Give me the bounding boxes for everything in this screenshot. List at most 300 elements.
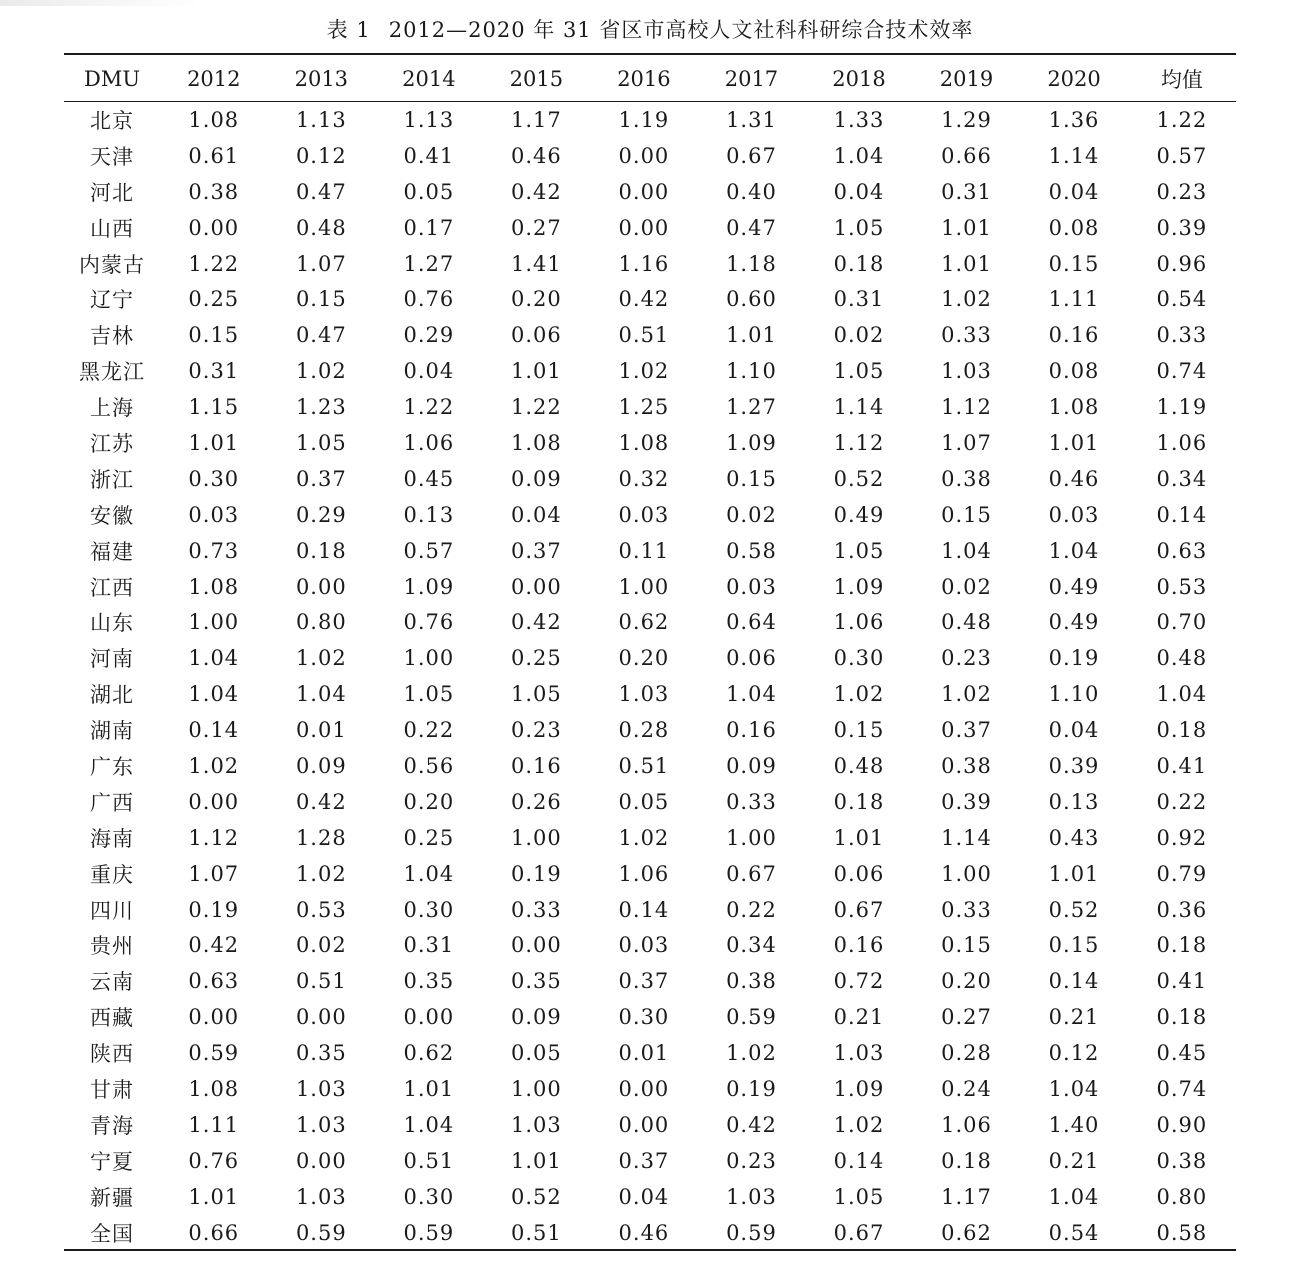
efficiency-value-cell: 1.31 [726, 107, 777, 132]
table-row [64, 101, 1236, 138]
efficiency-value-cell: 0.59 [188, 1041, 240, 1066]
efficiency-value-cell: 0.96 [1156, 251, 1208, 276]
efficiency-value-cell: 0.39 [941, 789, 992, 814]
efficiency-value-cell: 1.33 [833, 107, 885, 132]
efficiency-value-cell: 0.04 [403, 359, 455, 384]
efficiency-value-cell: 0.00 [618, 1112, 670, 1137]
efficiency-value-cell: 0.31 [833, 287, 885, 312]
efficiency-value-cell: 1.11 [1048, 287, 1100, 312]
efficiency-value-cell: 0.31 [188, 359, 240, 384]
column-header: 2014 [402, 66, 456, 91]
efficiency-value-cell: 0.35 [403, 969, 455, 994]
efficiency-value-cell: 0.09 [726, 753, 777, 778]
efficiency-value-cell: 0.67 [833, 897, 885, 922]
efficiency-value-cell: 0.42 [618, 287, 670, 312]
efficiency-value-cell: 1.41 [511, 251, 562, 276]
efficiency-value-cell: 0.38 [726, 969, 777, 994]
region-name-cell: 河南 [90, 647, 135, 672]
efficiency-value-cell: 0.41 [1156, 969, 1208, 994]
efficiency-value-cell: 0.15 [1048, 251, 1100, 276]
region-name-cell: 辽宁 [90, 288, 135, 313]
efficiency-value-cell: 0.15 [941, 933, 992, 958]
efficiency-value-cell: 0.15 [188, 323, 240, 348]
efficiency-value-cell: 0.03 [726, 574, 777, 599]
table-row [64, 1179, 1236, 1215]
efficiency-value-cell: 0.52 [511, 1184, 562, 1209]
efficiency-value-cell: 0.23 [511, 718, 562, 743]
efficiency-value-cell: 0.70 [1156, 610, 1208, 635]
region-name-cell: 安徽 [90, 503, 135, 528]
efficiency-value-cell: 1.00 [403, 646, 455, 671]
region-name-cell: 北京 [90, 108, 135, 133]
efficiency-value-cell: 0.51 [618, 753, 670, 778]
efficiency-value-cell: 1.05 [833, 1184, 885, 1209]
efficiency-value-cell: 0.63 [1156, 538, 1208, 563]
table-row [64, 389, 1236, 425]
efficiency-value-cell: 0.28 [618, 718, 670, 743]
efficiency-value-cell: 0.33 [726, 789, 777, 814]
efficiency-value-cell: 0.16 [833, 933, 885, 958]
efficiency-value-cell: 0.14 [1156, 502, 1208, 527]
efficiency-value-cell: 0.43 [1048, 825, 1100, 850]
efficiency-value-cell: 0.25 [188, 287, 240, 312]
efficiency-value-cell: 0.02 [295, 933, 347, 958]
efficiency-value-cell: 1.06 [1156, 430, 1208, 455]
efficiency-value-cell: 0.48 [941, 610, 992, 635]
efficiency-value-cell: 0.41 [403, 143, 455, 168]
efficiency-value-cell: 0.23 [1156, 179, 1208, 204]
table-row [64, 856, 1236, 892]
efficiency-value-cell: 0.20 [403, 789, 455, 814]
efficiency-value-cell: 0.37 [511, 538, 562, 563]
efficiency-value-cell: 0.76 [403, 610, 455, 635]
efficiency-value-cell: 1.03 [295, 1076, 347, 1101]
efficiency-value-cell: 1.36 [1048, 107, 1100, 132]
region-name-cell: 福建 [90, 539, 135, 564]
efficiency-value-cell: 0.22 [726, 897, 777, 922]
efficiency-value-cell: 1.18 [726, 251, 777, 276]
table-row [64, 317, 1236, 353]
efficiency-value-cell: 1.04 [1048, 538, 1100, 563]
efficiency-value-cell: 0.25 [511, 646, 562, 671]
efficiency-value-cell: 0.33 [511, 897, 562, 922]
region-name-cell: 上海 [90, 396, 135, 421]
efficiency-value-cell: 0.15 [1048, 933, 1100, 958]
efficiency-value-cell: 0.31 [941, 179, 992, 204]
efficiency-value-cell: 0.30 [833, 646, 885, 671]
table-row [64, 748, 1236, 784]
efficiency-value-cell: 0.19 [726, 1076, 777, 1101]
efficiency-value-cell: 0.04 [833, 179, 885, 204]
efficiency-value-cell: 1.11 [188, 1112, 240, 1137]
efficiency-value-cell: 0.00 [618, 179, 670, 204]
table-row [64, 569, 1236, 605]
region-name-cell: 湖南 [90, 719, 135, 744]
efficiency-value-cell: 1.01 [403, 1076, 455, 1101]
efficiency-value-cell: 0.39 [1048, 753, 1100, 778]
region-name-cell: 甘肃 [90, 1077, 135, 1102]
efficiency-value-cell: 0.63 [188, 969, 240, 994]
table-row [64, 999, 1236, 1035]
efficiency-value-cell: 1.01 [511, 359, 562, 384]
efficiency-value-cell: 1.14 [1048, 143, 1100, 168]
efficiency-value-cell: 0.00 [618, 215, 670, 240]
efficiency-value-cell: 1.05 [833, 215, 885, 240]
region-name-cell: 江苏 [90, 431, 135, 456]
efficiency-value-cell: 0.18 [1156, 718, 1208, 743]
efficiency-value-cell: 0.05 [403, 179, 455, 204]
table-row [64, 1035, 1236, 1071]
efficiency-value-cell: 0.01 [618, 1041, 670, 1066]
efficiency-value-cell: 0.15 [833, 718, 885, 743]
efficiency-value-cell: 1.01 [941, 251, 992, 276]
efficiency-value-cell: 0.02 [941, 574, 992, 599]
region-name-cell: 西藏 [90, 1006, 135, 1031]
efficiency-value-cell: 0.42 [511, 610, 562, 635]
efficiency-value-cell: 0.62 [403, 1041, 455, 1066]
efficiency-value-cell: 0.49 [1048, 610, 1100, 635]
column-header: 均值 [1160, 67, 1203, 92]
efficiency-value-cell: 0.38 [941, 466, 992, 491]
region-name-cell: 山西 [90, 216, 135, 241]
table-row [64, 927, 1236, 963]
efficiency-value-cell: 0.27 [511, 215, 562, 240]
efficiency-value-cell: 0.00 [295, 1148, 347, 1173]
efficiency-value-cell: 1.04 [1048, 1076, 1100, 1101]
efficiency-value-cell: 0.12 [295, 143, 347, 168]
efficiency-value-cell: 0.15 [941, 502, 992, 527]
column-header: 2015 [509, 66, 564, 91]
efficiency-value-cell: 1.02 [833, 1112, 885, 1137]
efficiency-value-cell: 1.04 [403, 1112, 455, 1137]
efficiency-value-cell: 0.66 [188, 1220, 240, 1245]
efficiency-value-cell: 1.28 [295, 825, 347, 850]
efficiency-value-cell: 1.03 [511, 1112, 562, 1137]
efficiency-value-cell: 1.02 [295, 861, 347, 886]
efficiency-value-cell: 1.00 [941, 861, 992, 886]
efficiency-value-cell: 1.03 [726, 1184, 777, 1209]
efficiency-value-cell: 0.09 [511, 466, 562, 491]
efficiency-value-cell: 0.51 [511, 1220, 562, 1245]
efficiency-value-cell: 0.30 [618, 1005, 670, 1030]
efficiency-value-cell: 1.08 [618, 430, 670, 455]
efficiency-value-cell: 1.22 [1156, 107, 1208, 132]
efficiency-value-cell: 0.25 [403, 825, 455, 850]
efficiency-value-cell: 1.09 [403, 574, 455, 599]
table-row [64, 963, 1236, 999]
efficiency-value-cell: 0.13 [1048, 789, 1100, 814]
efficiency-value-cell: 0.13 [403, 502, 455, 527]
efficiency-value-cell: 1.06 [941, 1112, 992, 1137]
efficiency-value-cell: 0.48 [833, 753, 885, 778]
efficiency-value-cell: 0.51 [295, 969, 347, 994]
efficiency-value-cell: 0.42 [511, 179, 562, 204]
efficiency-value-cell: 1.05 [295, 430, 347, 455]
efficiency-value-cell: 1.27 [726, 395, 777, 420]
efficiency-value-cell: 0.57 [1156, 143, 1208, 168]
efficiency-value-cell: 1.00 [511, 1076, 562, 1101]
efficiency-value-cell: 0.00 [295, 574, 347, 599]
efficiency-value-cell: 1.17 [511, 107, 562, 132]
efficiency-value-cell: 0.54 [1156, 287, 1208, 312]
table-row [64, 138, 1236, 174]
efficiency-value-cell: 0.18 [833, 789, 885, 814]
efficiency-value-cell: 1.00 [726, 825, 777, 850]
efficiency-value-cell: 0.58 [726, 538, 777, 563]
efficiency-value-cell: 0.30 [188, 466, 240, 491]
efficiency-value-cell: 1.25 [618, 395, 670, 420]
table-row [64, 246, 1236, 282]
efficiency-value-cell: 0.22 [1156, 789, 1208, 814]
efficiency-value-cell: 0.14 [833, 1148, 885, 1173]
efficiency-value-cell: 0.16 [511, 753, 562, 778]
efficiency-value-cell: 0.14 [188, 718, 240, 743]
efficiency-value-cell: 1.19 [1156, 395, 1208, 420]
efficiency-value-cell: 0.12 [1048, 1041, 1100, 1066]
efficiency-value-cell: 0.38 [188, 179, 240, 204]
efficiency-value-cell: 0.18 [941, 1148, 992, 1173]
efficiency-value-cell: 1.22 [188, 251, 240, 276]
efficiency-value-cell: 0.59 [726, 1220, 777, 1245]
efficiency-value-cell: 0.32 [618, 466, 670, 491]
efficiency-value-cell: 0.15 [726, 466, 777, 491]
efficiency-value-cell: 0.46 [618, 1220, 670, 1245]
efficiency-value-cell: 0.11 [618, 538, 670, 563]
efficiency-value-cell: 0.00 [511, 933, 562, 958]
region-name-cell: 全国 [90, 1221, 135, 1246]
efficiency-value-cell: 0.47 [295, 323, 347, 348]
region-name-cell: 四川 [90, 898, 135, 923]
efficiency-value-cell: 0.29 [295, 502, 347, 527]
efficiency-value-cell: 1.03 [295, 1112, 347, 1137]
efficiency-value-cell: 1.03 [618, 682, 670, 707]
efficiency-value-cell: 0.08 [1048, 215, 1100, 240]
table-row [64, 533, 1236, 569]
efficiency-value-cell: 0.16 [726, 718, 777, 743]
efficiency-value-cell: 0.79 [1156, 861, 1208, 886]
efficiency-value-cell: 0.06 [511, 323, 562, 348]
table-row [64, 1071, 1236, 1107]
efficiency-value-cell: 1.04 [1048, 1184, 1100, 1209]
efficiency-value-cell: 1.08 [1048, 395, 1100, 420]
efficiency-value-cell: 0.09 [295, 753, 347, 778]
efficiency-value-cell: 1.04 [726, 682, 777, 707]
efficiency-value-cell: 0.47 [726, 215, 777, 240]
efficiency-value-cell: 1.09 [833, 1076, 885, 1101]
efficiency-value-cell: 0.24 [941, 1076, 992, 1101]
efficiency-value-cell: 1.09 [833, 574, 885, 599]
efficiency-value-cell: 0.73 [188, 538, 240, 563]
efficiency-value-cell: 0.19 [1048, 646, 1100, 671]
efficiency-value-cell: 1.06 [403, 430, 455, 455]
efficiency-value-cell: 1.02 [618, 359, 670, 384]
efficiency-value-cell: 1.01 [833, 825, 885, 850]
table-row [64, 820, 1236, 856]
efficiency-value-cell: 0.04 [511, 502, 562, 527]
table-row [64, 353, 1236, 389]
efficiency-value-cell: 0.18 [833, 251, 885, 276]
efficiency-value-cell: 0.80 [1156, 1184, 1208, 1209]
efficiency-value-cell: 1.19 [618, 107, 670, 132]
efficiency-value-cell: 1.04 [188, 682, 240, 707]
region-name-cell: 黑龙江 [79, 360, 146, 385]
efficiency-value-cell: 1.02 [941, 682, 992, 707]
table-body [64, 101, 1236, 1251]
table-row [64, 1143, 1236, 1179]
efficiency-value-cell: 0.15 [295, 287, 347, 312]
efficiency-value-cell: 0.38 [941, 753, 992, 778]
efficiency-value-cell: 0.20 [941, 969, 992, 994]
efficiency-value-cell: 0.34 [726, 933, 777, 958]
efficiency-value-cell: 0.45 [1156, 1041, 1208, 1066]
efficiency-value-cell: 0.51 [403, 1148, 455, 1173]
table-row [64, 784, 1236, 820]
efficiency-value-cell: 0.18 [1156, 933, 1208, 958]
efficiency-value-cell: 0.66 [941, 143, 992, 168]
efficiency-value-cell: 1.14 [833, 395, 885, 420]
efficiency-value-cell: 0.19 [511, 861, 562, 886]
efficiency-value-cell: 0.37 [941, 718, 992, 743]
efficiency-value-cell: 1.07 [295, 251, 347, 276]
efficiency-value-cell: 0.67 [726, 861, 777, 886]
region-name-cell: 重庆 [90, 862, 135, 887]
efficiency-value-cell: 0.47 [295, 179, 347, 204]
efficiency-value-cell: 1.16 [618, 251, 670, 276]
efficiency-value-cell: 0.52 [1048, 897, 1100, 922]
efficiency-value-cell: 1.04 [295, 682, 347, 707]
efficiency-value-cell: 0.53 [1156, 574, 1208, 599]
efficiency-value-cell: 0.18 [1156, 1005, 1208, 1030]
efficiency-value-cell: 0.03 [618, 933, 670, 958]
region-name-cell: 吉林 [90, 324, 135, 349]
efficiency-value-cell: 0.80 [295, 610, 347, 635]
table-row [64, 281, 1236, 317]
efficiency-value-cell: 0.20 [618, 646, 670, 671]
efficiency-value-cell: 0.03 [188, 502, 240, 527]
efficiency-value-cell: 1.07 [941, 430, 992, 455]
efficiency-value-cell: 0.60 [726, 287, 777, 312]
column-header: 2017 [724, 66, 779, 91]
efficiency-value-cell: 0.51 [618, 323, 670, 348]
efficiency-value-cell: 0.09 [511, 1005, 562, 1030]
efficiency-value-cell: 1.06 [833, 610, 885, 635]
efficiency-value-cell: 0.72 [833, 969, 885, 994]
region-name-cell: 青海 [90, 1113, 135, 1138]
region-name-cell: 海南 [90, 826, 135, 851]
efficiency-value-cell: 0.64 [726, 610, 777, 635]
table-row [64, 425, 1236, 461]
efficiency-value-cell: 1.02 [833, 682, 885, 707]
efficiency-value-cell: 0.27 [941, 1005, 992, 1030]
table-title: 2012—2020 年 31 省区市高校人文社科科研综合技术效率 [388, 18, 974, 42]
efficiency-value-cell: 0.42 [726, 1112, 777, 1137]
efficiency-value-cell: 0.35 [295, 1041, 347, 1066]
column-header: 2018 [832, 66, 886, 91]
region-name-cell: 天津 [90, 144, 135, 169]
efficiency-value-cell: 1.12 [941, 395, 992, 420]
table-row [64, 604, 1236, 640]
efficiency-value-cell: 1.08 [188, 1076, 240, 1101]
efficiency-value-cell: 1.04 [403, 861, 455, 886]
region-name-cell: 江西 [90, 575, 135, 600]
efficiency-value-cell: 0.30 [403, 1184, 455, 1209]
efficiency-value-cell: 0.53 [295, 897, 347, 922]
efficiency-value-cell: 0.02 [726, 502, 777, 527]
efficiency-value-cell: 0.03 [618, 502, 670, 527]
efficiency-value-cell: 1.00 [188, 610, 240, 635]
efficiency-value-cell: 1.02 [726, 1041, 777, 1066]
efficiency-value-cell: 0.31 [403, 933, 455, 958]
efficiency-value-cell: 0.00 [511, 574, 562, 599]
table-row [64, 497, 1236, 533]
efficiency-value-cell: 0.90 [1156, 1112, 1208, 1137]
efficiency-value-cell: 0.36 [1156, 897, 1208, 922]
efficiency-value-cell: 0.08 [1048, 359, 1100, 384]
efficiency-value-cell: 1.03 [833, 1041, 885, 1066]
efficiency-value-cell: 1.22 [403, 395, 455, 420]
column-header: 2020 [1047, 66, 1101, 91]
efficiency-value-cell: 0.57 [403, 538, 455, 563]
efficiency-value-cell: 0.21 [1048, 1005, 1100, 1030]
efficiency-value-cell: 0.46 [1048, 466, 1100, 491]
column-header: 2016 [617, 66, 671, 91]
efficiency-value-cell: 0.38 [1156, 1148, 1208, 1173]
efficiency-value-cell: 1.00 [511, 825, 562, 850]
efficiency-value-cell: 0.00 [188, 215, 240, 240]
efficiency-value-cell: 1.03 [941, 359, 992, 384]
efficiency-value-cell: 0.92 [1156, 825, 1208, 850]
efficiency-value-cell: 1.08 [188, 107, 240, 132]
efficiency-value-cell: 0.04 [1048, 718, 1100, 743]
efficiency-value-cell: 0.00 [295, 1005, 347, 1030]
efficiency-value-cell: 1.07 [188, 861, 240, 886]
efficiency-value-cell: 0.05 [511, 1041, 562, 1066]
efficiency-value-cell: 0.14 [618, 897, 670, 922]
efficiency-value-cell: 0.74 [1156, 359, 1208, 384]
efficiency-value-cell: 0.46 [511, 143, 562, 168]
region-name-cell: 宁夏 [90, 1149, 135, 1174]
efficiency-value-cell: 0.40 [726, 179, 777, 204]
efficiency-value-cell: 1.01 [726, 323, 777, 348]
efficiency-value-cell: 0.54 [1048, 1220, 1100, 1245]
efficiency-value-cell: 0.06 [726, 646, 777, 671]
efficiency-value-cell: 1.14 [941, 825, 992, 850]
efficiency-value-cell: 1.15 [188, 395, 240, 420]
efficiency-value-cell: 1.02 [188, 753, 240, 778]
efficiency-value-cell: 0.67 [833, 1220, 885, 1245]
region-name-cell: 贵州 [90, 934, 135, 959]
efficiency-value-cell: 0.74 [1156, 1076, 1208, 1101]
column-header: 2013 [294, 66, 349, 91]
efficiency-value-cell: 0.04 [1048, 179, 1100, 204]
top-rule [64, 53, 1236, 55]
efficiency-value-cell: 1.29 [941, 107, 992, 132]
efficiency-value-cell: 1.09 [726, 430, 777, 455]
efficiency-value-cell: 0.29 [403, 323, 455, 348]
efficiency-value-cell: 1.05 [403, 682, 455, 707]
efficiency-value-cell: 0.67 [726, 143, 777, 168]
efficiency-value-cell: 0.62 [618, 610, 670, 635]
region-name-cell: 浙江 [90, 467, 135, 492]
efficiency-value-cell: 1.01 [1048, 861, 1100, 886]
table-header-row [64, 56, 1236, 101]
efficiency-value-cell: 0.33 [941, 897, 992, 922]
region-name-cell: 新疆 [90, 1185, 135, 1210]
table-row [64, 676, 1236, 712]
efficiency-value-cell: 0.33 [1156, 323, 1208, 348]
efficiency-value-cell: 0.22 [403, 718, 455, 743]
column-header: 2019 [939, 66, 994, 91]
